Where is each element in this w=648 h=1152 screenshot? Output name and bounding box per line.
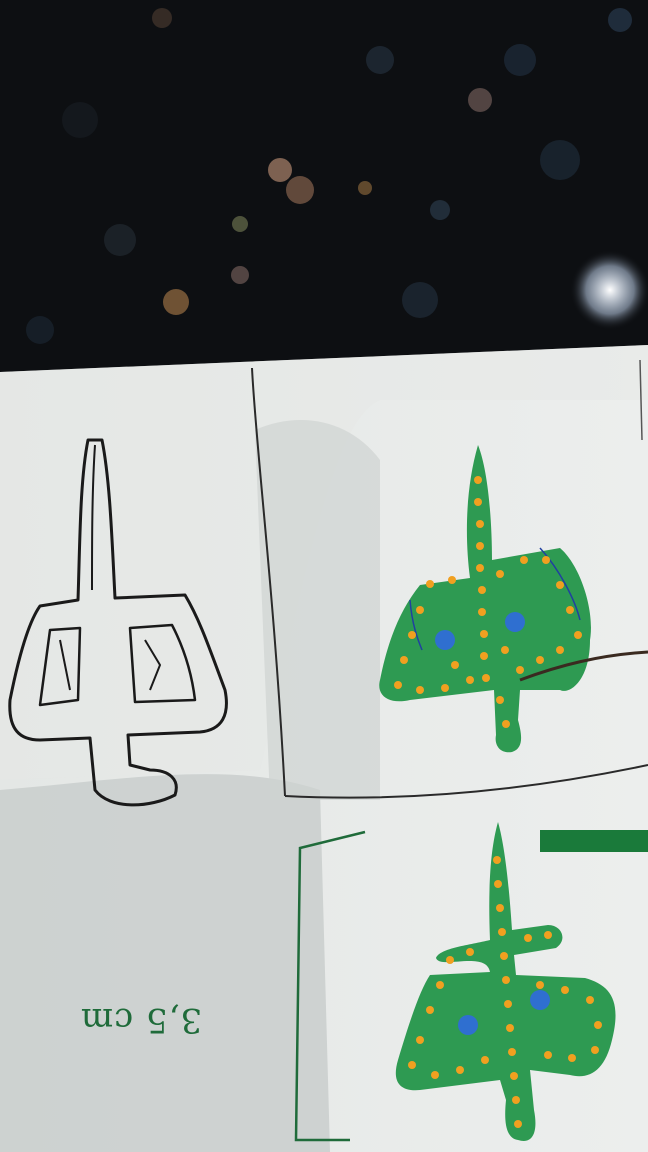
hand-shadow	[0, 774, 330, 1152]
countertop	[0, 0, 648, 380]
phone-shadow	[255, 420, 380, 800]
light-glare	[570, 250, 648, 330]
measurement-label: 3,5 cm	[80, 1000, 203, 1040]
ruler-strip	[540, 830, 648, 852]
